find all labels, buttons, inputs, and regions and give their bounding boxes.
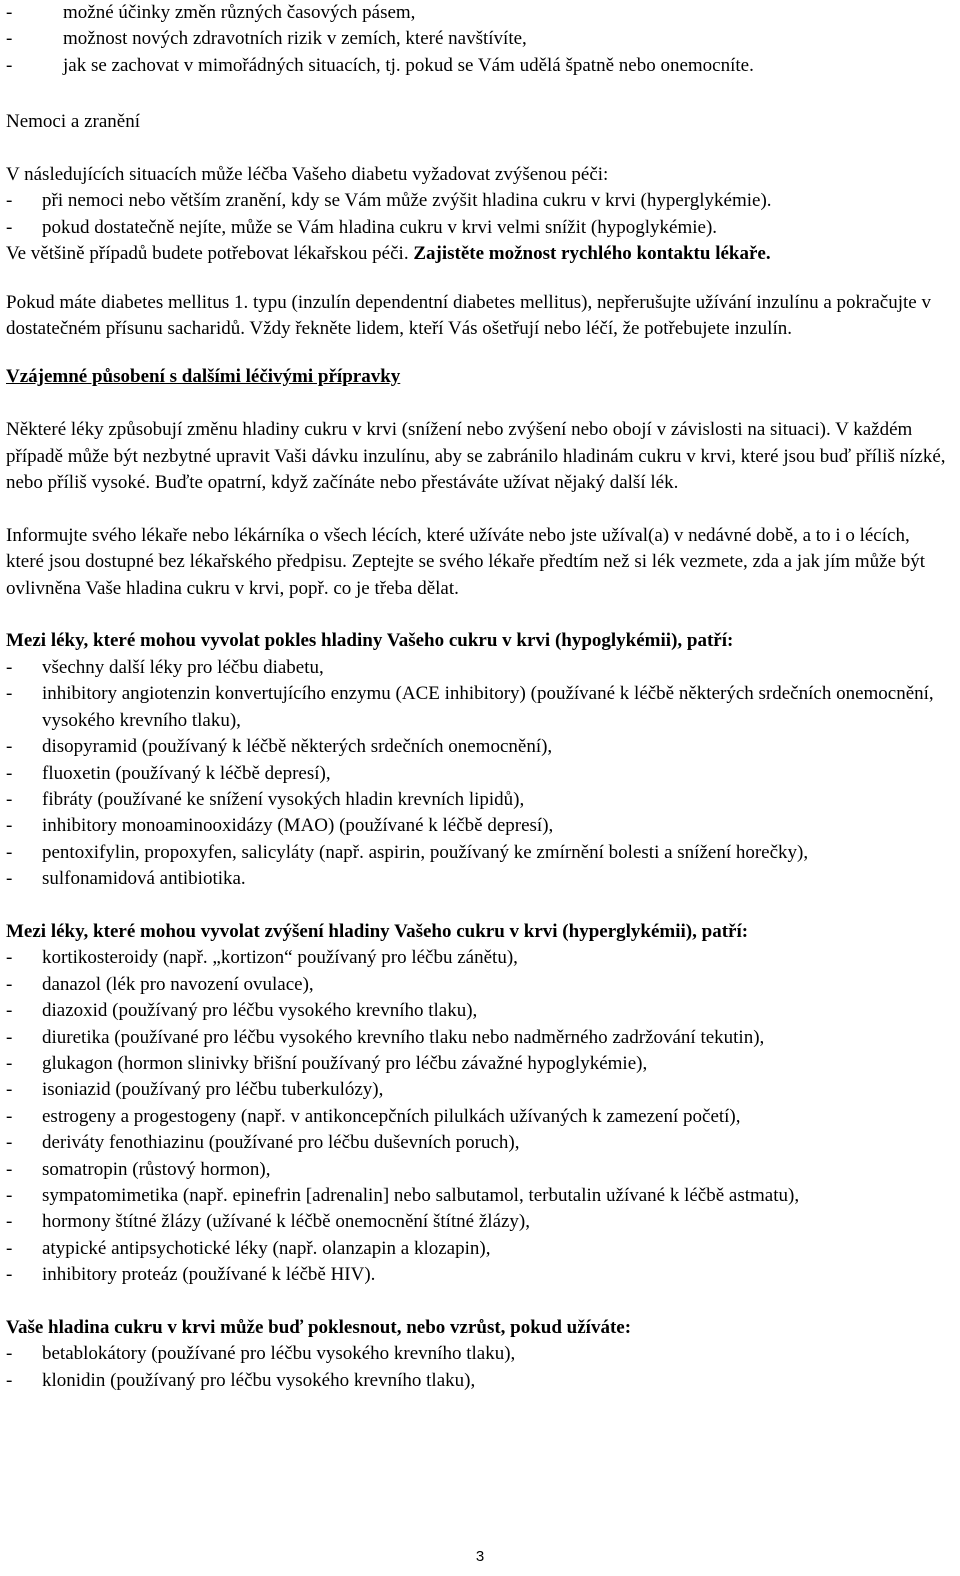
hyperglycemia-heading: Mezi léky, které mohou vyvolat zvýšení hladiny Vašeho cukru v krvi (hyperglykémii), patří: — [6, 920, 749, 942]
page-number: 3 — [475, 1548, 485, 1565]
list-item: - diuretika (používané pro léčbu vysokého krevního tlaku nebo nadměrného zadržování tekutin), — [6, 1026, 765, 1048]
both-effects-heading: Vaše hladina cukru v krvi může buď poklesnout, nebo vzrůst, pokud užíváte: — [6, 1317, 632, 1338]
intro-list — [6, 0, 946, 79]
list-item: - kortikosteroidy (např. „kortizon“ používaný pro léčbu zánětu), — [6, 947, 518, 969]
list-item: - při nemoci nebo větším zranění, kdy se Vám může zvýšit hladina cukru v krvi (hyperglykémie). — [6, 190, 772, 212]
list-item: - fibráty (používané ke snížení vysokých hladin krevních lipidů), — [6, 788, 525, 810]
interactions-heading: Vzájemné působení s dalšími léčivými přípravky — [6, 366, 401, 388]
medical-care-note: Ve většině případů budete potřebovat lékařskou péči. Zajistěte možnost rychlého kontaktu lékaře. — [6, 243, 771, 265]
illness-heading: Nemoci a zranění — [6, 111, 140, 133]
list-item: - všechny další léky pro léčbu diabetu, — [6, 656, 324, 678]
list-item: - sulfonamidová antibiotika. — [6, 868, 246, 890]
list-item: - inhibitory angiotenzin konvertujícího enzymu (ACE inhibitory) (používané k léčbě některých srdečních onemocnění, vysokého krevního tlaku), — [6, 683, 934, 731]
list-item: - atypické antipsychotické léky (např. olanzapin a klozapin), — [6, 1237, 491, 1259]
list-item: - jak se zachovat v mimořádných situacích, tj. pokud se Vám udělá špatně nebo onemocníte. — [6, 54, 754, 76]
hyperglycemia-list — [6, 945, 946, 1288]
interactions-paragraph-1: Některé léky způsobují změnu hladiny cukru v krvi (snížení nebo zvýšení nebo obojí v závislosti na situaci). V každém případě může být nezbytné upravit Vaši dávku inzulínu, aby se zabránilo hladinám cukru v krvi, které jsou buď příliš nízké, nebo příliš vysoké. Buďte opatrní, když začínáte nebo přestáváte užívat nějaký další lék. — [6, 419, 946, 494]
list-item: - glukagon (hormon slinivky břišní používaný pro léčbu závažné hypoglykémie), — [6, 1052, 648, 1074]
list-item: - betablokátory (používané pro léčbu vysokého krevního tlaku), — [6, 1343, 516, 1365]
illness-intro: V následujících situacích může léčba Vašeho diabetu vyžadovat zvýšenou péči: — [6, 164, 609, 186]
hypoglycemia-heading: Mezi léky, které mohou vyvolat pokles hladiny Vašeho cukru v krvi (hypoglykémii), patří: — [6, 630, 734, 652]
list-item: - možné účinky změn různých časových pásem, — [6, 2, 416, 23]
list-item: - hormony štítné žlázy (užívané k léčbě onemocnění štítné žlázy), — [6, 1211, 531, 1233]
list-item: - klonidin (používaný pro léčbu vysokého krevního tlaku), — [6, 1369, 476, 1391]
contact-doctor-warning: Zajistěte možnost rychlého kontaktu lékaře. — [413, 243, 771, 265]
illness-list — [6, 188, 946, 241]
list-item: - disopyramid (používaný k léčbě některých srdečních onemocnění), — [6, 736, 553, 758]
list-item: - somatropin (růstový hormon), — [6, 1158, 271, 1180]
list-item: - isoniazid (používaný pro léčbu tuberkulózy), — [6, 1079, 384, 1101]
list-item: - deriváty fenothiazinu (používané pro léčbu duševních poruch), — [6, 1132, 520, 1154]
type1-diabetes-note: Pokud máte diabetes mellitus 1. typu (inzulín dependentní diabetes mellitus), nepřerušujte užívání inzulínu a pokračujte v dostatečném přísunu sacharidů. Vždy řekněte lidem, kteří Vás ošetřují nebo léčí, že potřebujete inzulín. — [6, 291, 931, 340]
list-item: - fluoxetin (používaný k léčbě depresí), — [6, 762, 331, 784]
list-item: - sympatomimetika (např. epinefrin [adrenalin] nebo salbutamol, terbutalin užívané k léčbě astmatu), — [6, 1184, 800, 1206]
list-item: - inhibitory monoaminooxidázy (MAO) (používané k léčbě depresí), — [6, 815, 554, 837]
list-item: - pentoxifylin, propoxyfen, salicyláty (např. aspirin, používaný ke zmírnění bolesti a snížení horečky), — [6, 841, 809, 863]
interactions-paragraph-2: Informujte svého lékaře nebo lékárníka o všech lécích, které užíváte nebo jste užíval(a) v nedávné době, a to i o lécích, které jsou dostupné bez lékařského předpisu. Zeptejte se svého lékaře předtím než si lék vezmete, zda a jak jím může být ovlivněna Vaše hladina cukru v krvi, popř. co je třeba dělat. — [6, 524, 926, 599]
list-item: - estrogeny a progestogeny (např. v antikoncepčních pilulkách užívaných k zamezení početí), — [6, 1105, 741, 1127]
list-item: - možnost nových zdravotních rizik v zemích, které navštívíte, — [6, 28, 527, 50]
list-item: - danazol (lék pro navození ovulace), — [6, 973, 314, 995]
both-effects-list — [6, 1341, 946, 1394]
list-item: - diazoxid (používaný pro léčbu vysokého krevního tlaku), — [6, 1000, 478, 1022]
list-item: - pokud dostatečně nejíte, může se Vám hladina cukru v krvi velmi snížit (hypoglykémie). — [6, 216, 718, 238]
hypoglycemia-list — [6, 655, 946, 893]
list-item: - inhibitory proteáz (používané k léčbě HIV). — [6, 1264, 376, 1286]
document-body — [6, 0, 946, 1394]
